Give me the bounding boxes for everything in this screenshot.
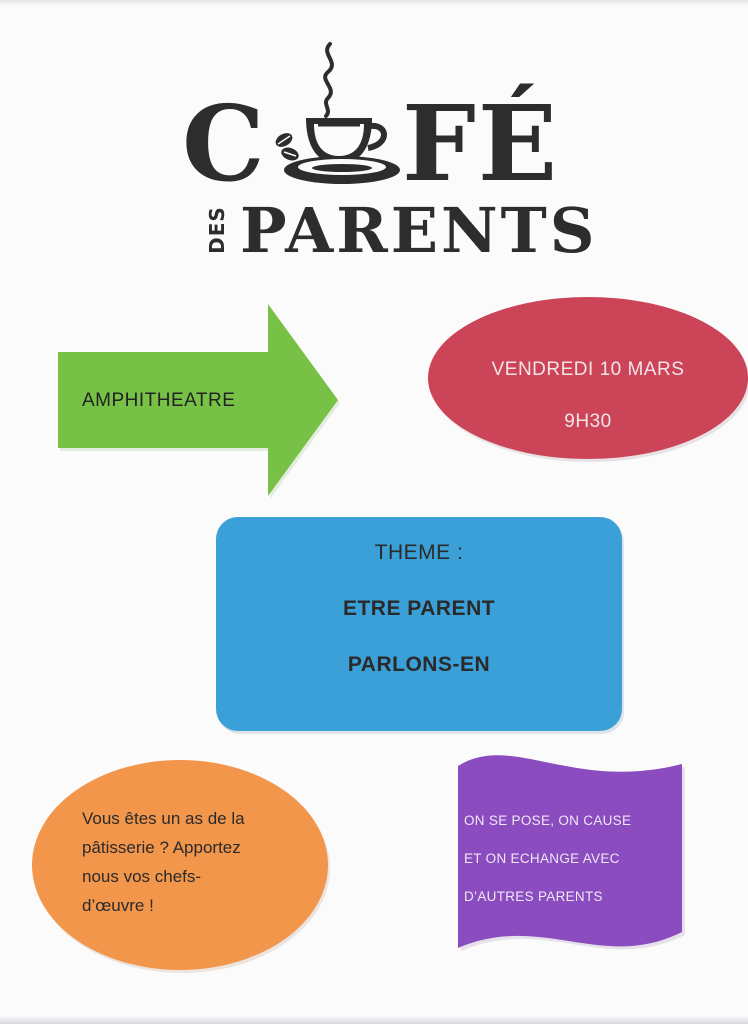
exchange-line: ON SE POSE, ON CAUSE [464,813,632,828]
theme-title-line-2: PARLONS-EN [347,653,491,676]
pastry-line: pâtisserie ? Apportez [82,838,241,857]
pastry-invitation-oval [32,760,328,970]
theme-box [216,517,622,731]
event-day: VENDREDI 10 MARS [491,359,685,380]
event-time: 9H30 [564,411,612,432]
theme-heading: THEME : [374,541,464,564]
date-oval [428,297,748,459]
location-label: AMPHITHEATRE [82,390,236,411]
logo-letter-c: C [182,82,267,205]
exchange-wave-banner [452,742,688,972]
theme-title-line-1: ETRE PARENT [342,597,496,620]
coffee-cup-icon [260,40,420,190]
location-arrow [54,300,344,500]
cafe-des-parents-logo [180,40,598,270]
pastry-invitation-text [82,804,302,920]
page-bottom-edge [0,1016,748,1024]
logo-letters-fe: FÉ [402,82,560,205]
logo-des-text: DES [205,206,229,254]
pastry-line: nous vos chefs- [82,867,202,886]
page-top-edge [0,0,748,6]
pastry-line: Vous êtes un as de la [82,809,245,828]
logo-parents-text: PARENTS [240,194,598,267]
exchange-text [464,802,682,916]
exchange-line: D’AUTRES PARENTS [464,889,603,904]
pastry-line: d’œuvre ! [82,896,154,915]
exchange-line: ET ON ECHANGE AVEC [464,851,620,866]
